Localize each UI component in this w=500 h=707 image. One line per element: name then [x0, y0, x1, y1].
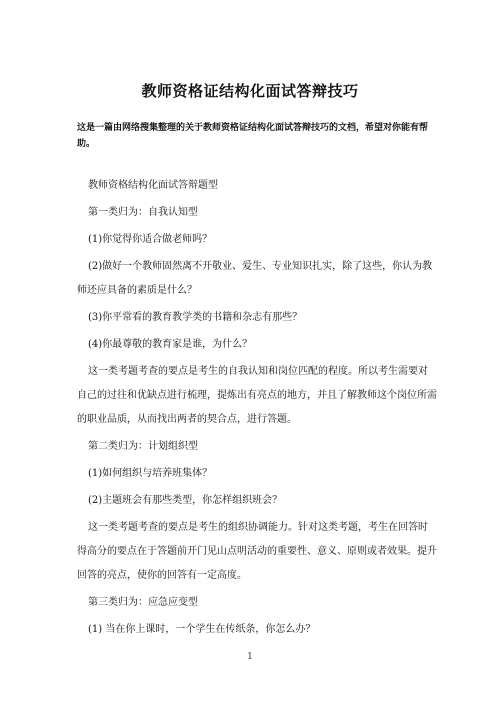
explanation-paragraph: 这一类考题考查的要点是考生的自我认知和岗位匹配的程度。所以考生需要对自己的过往和优缺点进行梳理，提炼出有亮点的地方，并且了解教师这个岗位所需的职业品质，从而找出两者的契合点，进行答题。 — [77, 366, 437, 425]
document-intro: 这是一篇由网络搜集整理的关于教师资格证结构化面试答辩技巧的文档，希望对你能有帮助。 — [77, 123, 429, 149]
explanation-paragraph: 这一类考题考查的要点是考生的组织协调能力。针对这类考题，考生在回答时得高分的要点在于答题前开门见山点明活动的重要性、意义、原则或者效果。提升回答的亮点，使你的回答有一定高度。 — [77, 522, 437, 581]
category-heading: 第二类归为：计划组织型 — [88, 441, 198, 452]
question-item: (1) 当在你上课时，一个学生在传纸条，你怎么办？ — [88, 624, 316, 635]
document-title: 教师资格证结构化面试答辩技巧 — [141, 82, 359, 100]
category-heading: 第三类归为：应急应变型 — [88, 597, 198, 608]
document-body — [77, 178, 437, 649]
question-item: (3)你平常看的教育教学类的书籍和杂志有那些？ — [88, 312, 303, 323]
category-heading: 第一类归为：自我认知型 — [88, 207, 198, 218]
question-item: (2)主题班会有那些类型，你怎样组织班会？ — [88, 495, 283, 506]
question-item: (1)你觉得你适合做老师吗？ — [88, 234, 213, 245]
question-item: (1)如何组织与培养班集体？ — [88, 468, 213, 479]
question-item: (2)做好一个教师固然离不开敬业、爱生、专业知识扎实，除了这些，你认为教师还应具备的素质是什么？ — [77, 261, 433, 296]
page-number: 1 — [247, 652, 253, 662]
section-heading: 教师资格结构化面试答辩题型 — [88, 180, 218, 191]
question-item: (4)你最尊敬的教育家是谁，为什么？ — [88, 339, 253, 350]
